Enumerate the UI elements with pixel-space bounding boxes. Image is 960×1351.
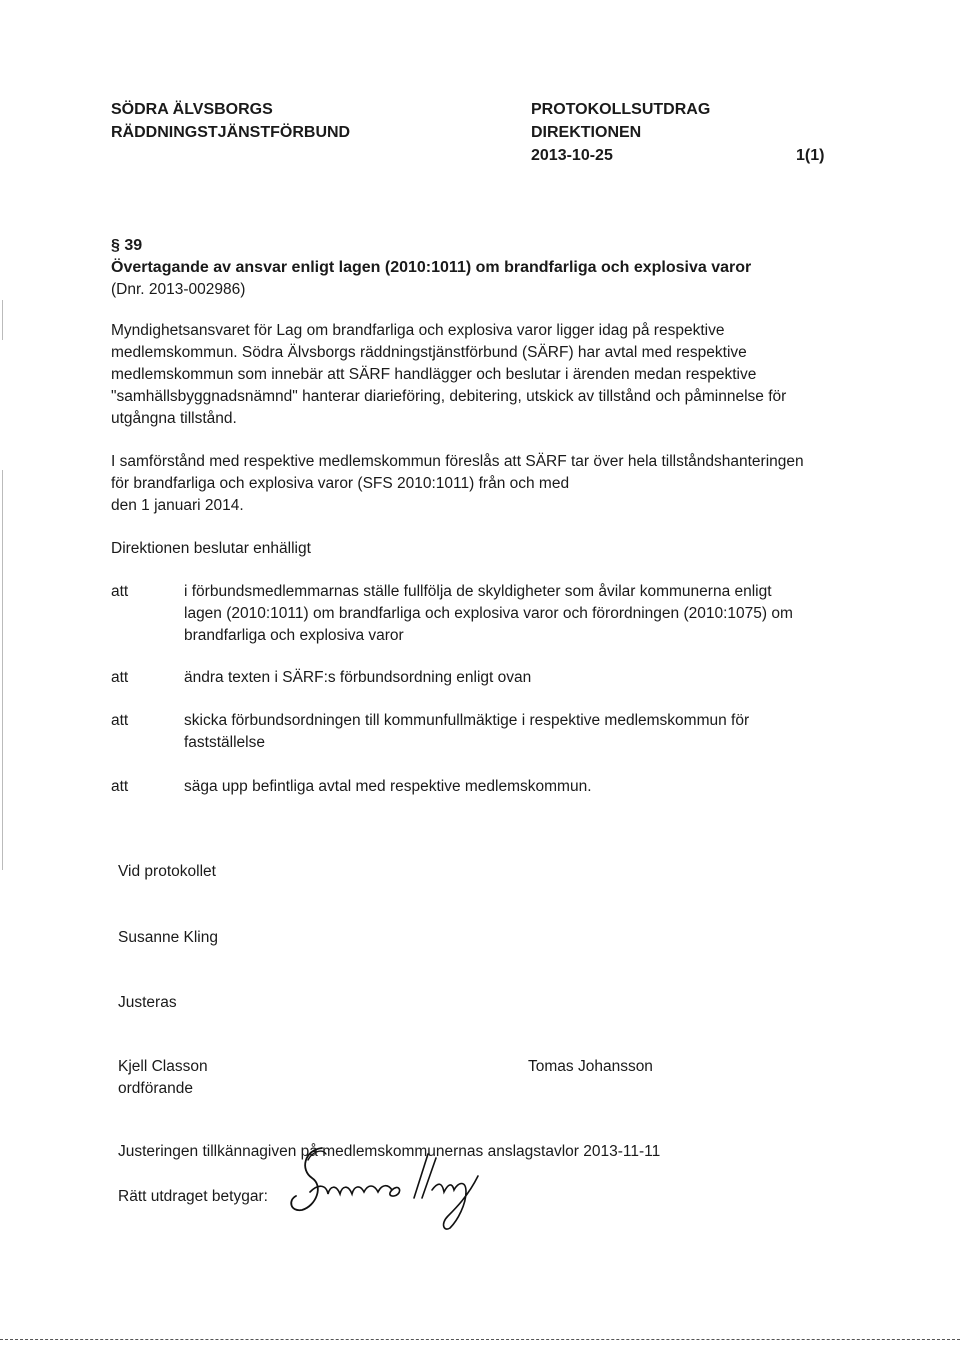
organization-name [111,98,350,144]
item-dnr: (Dnr. 2013-002986) [111,281,246,298]
decision-line: säga upp befintliga avtal med respektive medlemskommun. [184,778,592,795]
organization-name-line1: SÖDRA ÄLVSBORGS [111,101,273,118]
paragraph-line: för brandfarliga och explosiva varor (SFS 2010:1011) från och med [111,475,570,492]
item-title: Övertagande av ansvar enligt lagen (2010:1011) om brandfarliga och explosiva varor [111,259,752,276]
scan-bottom-edge [0,1339,960,1340]
paragraph-background [111,320,851,430]
meeting-body: DIREKTIONEN [531,124,642,141]
page-number: 1(1) [796,147,825,164]
paragraph-line: den 1 januari 2014. [111,497,244,514]
chair-role: ordförande [118,1080,193,1097]
item-number: § 39 [111,237,143,254]
announcement: Justeringen tillkännagiven på medlemskommunernas anslagstavlor 2013-11-11 [118,1143,661,1160]
paragraph-line: medlemskommun som innebär att SÄRF handlägger och beslutar i ärenden medan respektive [111,366,757,383]
decision-prefix: att [111,669,129,686]
decision-line: i förbundsmedlemmarnas ställe fullfölja de skyldigheter som åvilar kommunerna enligt [184,583,772,600]
decision-text [184,667,844,689]
chair-name: Kjell Classon [118,1058,208,1075]
decision-prefix: att [111,583,129,600]
scan-margin-mark [2,300,3,340]
paragraph-line: Myndighetsansvaret för Lag om brandfarliga och explosiva varor ligger idag på respektive [111,322,725,339]
recorder-label: Vid protokollet [118,863,216,880]
decision-line: lagen (2010:1011) om brandfarliga och explosiva varor och förordningen (2010:1075) om [184,605,793,622]
certified-label: Rätt utdraget betygar: [118,1188,268,1205]
decision-line: ändra texten i SÄRF:s förbundsordning enligt ovan [184,669,532,686]
handwritten-signature [282,1140,502,1235]
document-meta [531,98,710,167]
decision-line: skicka förbundsordningen till kommunfullmäktige i respektive medlemskommun för [184,712,750,729]
scan-margin-mark [2,470,3,870]
paragraph-line: "samhällsbyggnadsnämnd" hanterar diarieföring, debitering, utskick av tillstånd och påminnelse för [111,388,787,405]
meeting-date: 2013-10-25 [531,147,613,164]
decision-text [184,776,844,798]
decision-prefix: att [111,712,129,729]
decision-line: fastställelse [184,734,265,751]
decision-text [184,710,844,754]
verifier-name: Tomas Johansson [528,1058,653,1075]
decision-intro: Direktionen beslutar enhälligt [111,540,311,557]
decision-text [184,581,844,647]
decision-prefix: att [111,778,129,795]
decision-line: brandfarliga och explosiva varor [184,627,404,644]
paragraph-proposal [111,451,851,517]
paragraph-line: utgångna tillstånd. [111,410,237,427]
recorder-name: Susanne Kling [118,929,218,946]
paragraph-line: medlemskommun. Södra Älvsborgs räddningstjänstförbund (SÄRF) har avtal med respektive [111,344,747,361]
verified-label: Justeras [118,994,177,1011]
paragraph-line: I samförstånd med respektive medlemskommun föreslås att SÄRF tar över hela tillståndshanteringen [111,453,804,470]
organization-name-line2: RÄDDNINGSTJÄNSTFÖRBUND [111,124,351,141]
document-type: PROTOKOLLSUTDRAG [531,101,711,118]
